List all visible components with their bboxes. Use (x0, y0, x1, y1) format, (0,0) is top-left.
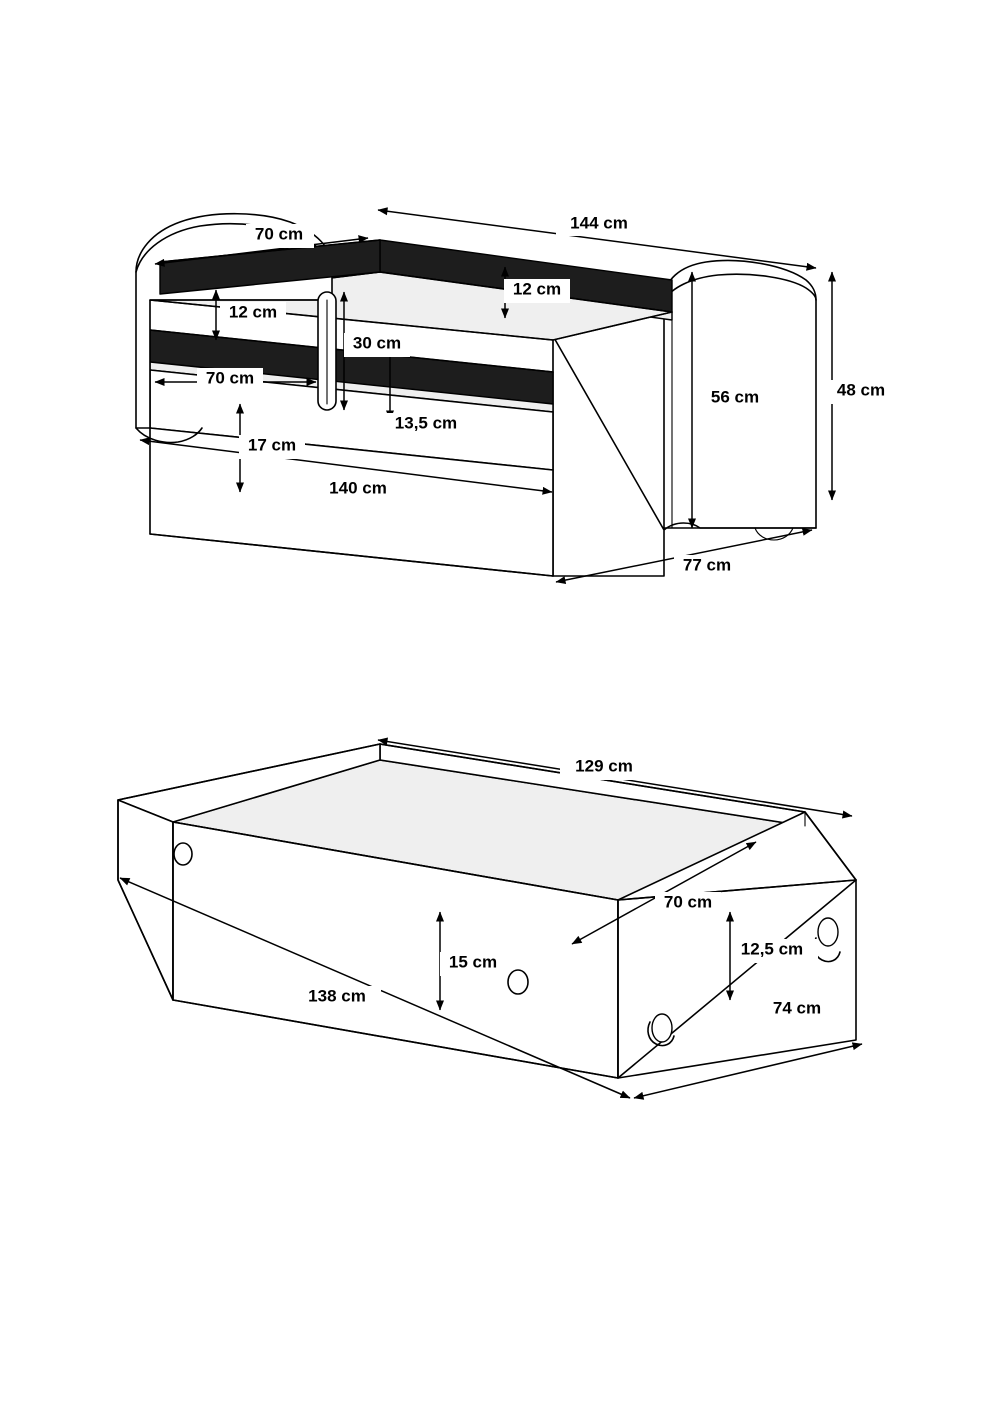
dimension-label: 48 cm (836, 380, 886, 400)
figure-bed (136, 210, 894, 582)
dimension-label: 12 cm (228, 302, 278, 322)
dimension-label: 74 cm (772, 998, 822, 1018)
dimension-label: 15 cm (448, 952, 498, 972)
dimension-label: 77 cm (682, 555, 732, 575)
dimension-label: 138 cm (308, 986, 366, 1006)
dimension-label: 13,5 cm (394, 413, 458, 433)
drawer-front-left-edge (118, 800, 173, 1000)
drawer-finger-hole-left (174, 843, 192, 865)
dimension-label: 12,5 cm (740, 939, 804, 959)
dimension-label: 140 cm (329, 478, 387, 498)
dimension-label: 17 cm (247, 435, 297, 455)
dimension-label: 12 cm (512, 279, 562, 299)
dimension-label: 129 cm (575, 756, 633, 776)
figure-drawer (118, 740, 862, 1098)
dimension-label: 144 cm (570, 213, 628, 233)
dimension-label: 70 cm (663, 892, 713, 912)
dimension-label: 56 cm (710, 387, 760, 407)
dimension-label: 70 cm (205, 368, 255, 388)
dimension-label: 70 cm (254, 224, 304, 244)
drawer-finger-hole-right (508, 970, 528, 994)
dimension-label: 30 cm (352, 333, 402, 353)
